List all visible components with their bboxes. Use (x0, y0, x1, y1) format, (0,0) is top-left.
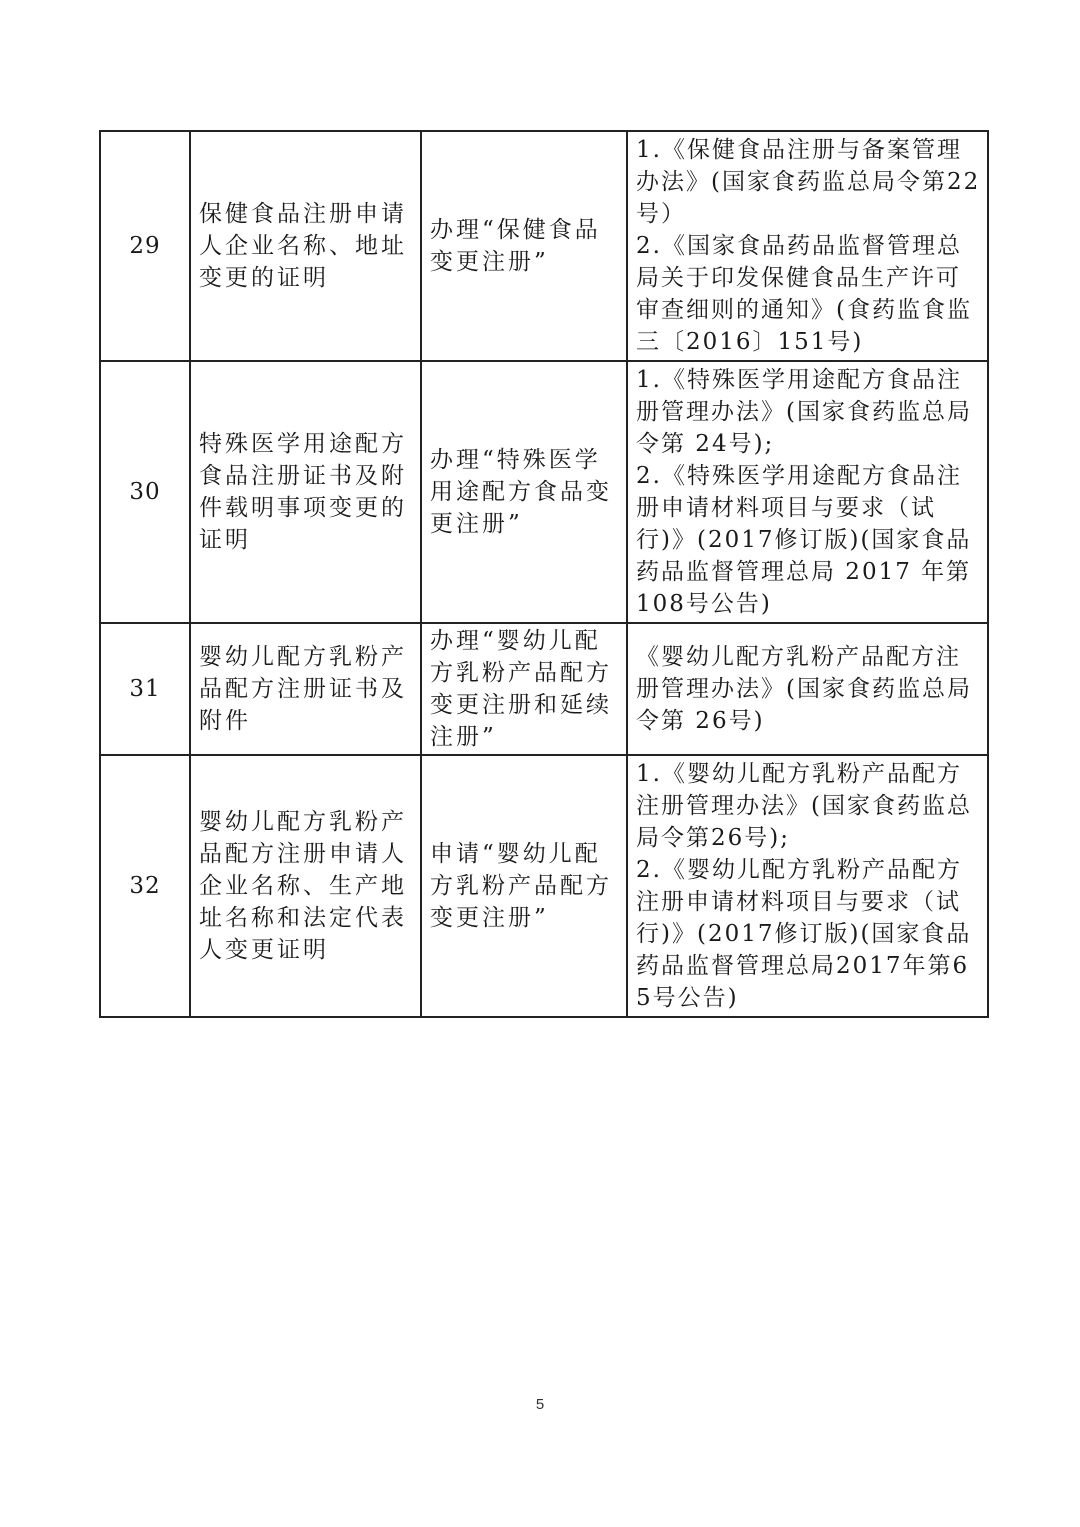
row-number: 30 (100, 361, 190, 623)
material-name: 婴幼儿配方乳粉产品配方注册申请人企业名称、生产地址名称和法定代表人变更证明 (190, 755, 421, 1017)
document-table (99, 130, 989, 1018)
legal-basis (627, 131, 988, 361)
service-item: 办理“保健食品变更注册” (421, 131, 627, 361)
legal-basis (627, 623, 988, 755)
table-row (100, 623, 988, 755)
service-item: 办理“婴幼儿配方乳粉产品配方变更注册和延续注册” (421, 623, 627, 755)
legal-basis-line: 1.《特殊医学用途配方食品注册管理办法》(国家食药监总局令第 24号); (636, 367, 972, 457)
material-name: 特殊医学用途配方食品注册证书及附件载明事项变更的证明 (190, 361, 421, 623)
legal-basis-line: 2.《特殊医学用途配方食品注册申请材料项目与要求（试行)》(2017修订版)(国家食品药品监督管理总局 2017 年第108号公告) (636, 463, 972, 617)
material-name: 保健食品注册申请人企业名称、地址变更的证明 (190, 131, 421, 361)
row-number: 32 (100, 755, 190, 1017)
page-number: 5 (535, 1396, 545, 1413)
table-row (100, 131, 988, 361)
legal-basis (627, 755, 988, 1017)
table-row (100, 755, 988, 1017)
legal-basis-line: 《婴幼儿配方乳粉产品配方注册管理办法》(国家食药监总局令第 26号) (636, 644, 972, 734)
service-item: 申请“婴幼儿配方乳粉产品配方变更注册” (421, 755, 627, 1017)
service-item: 办理“特殊医学用途配方食品变更注册” (421, 361, 627, 623)
table-row (100, 361, 988, 623)
row-number: 31 (100, 623, 190, 755)
legal-basis (627, 361, 988, 623)
legal-basis-line: 2.《婴幼儿配方乳粉产品配方注册申请材料项目与要求（试行)》(2017修订版)(国家食品药品监督管理总局2017年第65号公告) (636, 857, 972, 1011)
row-number: 29 (100, 131, 190, 361)
legal-basis-line: 2.《国家食品药品监督管理总局关于印发保健食品生产许可审查细则的通知》(食药监食监三〔2016〕151号) (636, 233, 972, 355)
legal-basis-line: 1.《婴幼儿配方乳粉产品配方注册管理办法》(国家食药监总局令第26号); (636, 761, 972, 851)
material-name: 婴幼儿配方乳粉产品配方注册证书及附件 (190, 623, 421, 755)
legal-basis-line: 1.《保健食品注册与备案管理办法》(国家食药监总局令第22号） (636, 137, 981, 227)
